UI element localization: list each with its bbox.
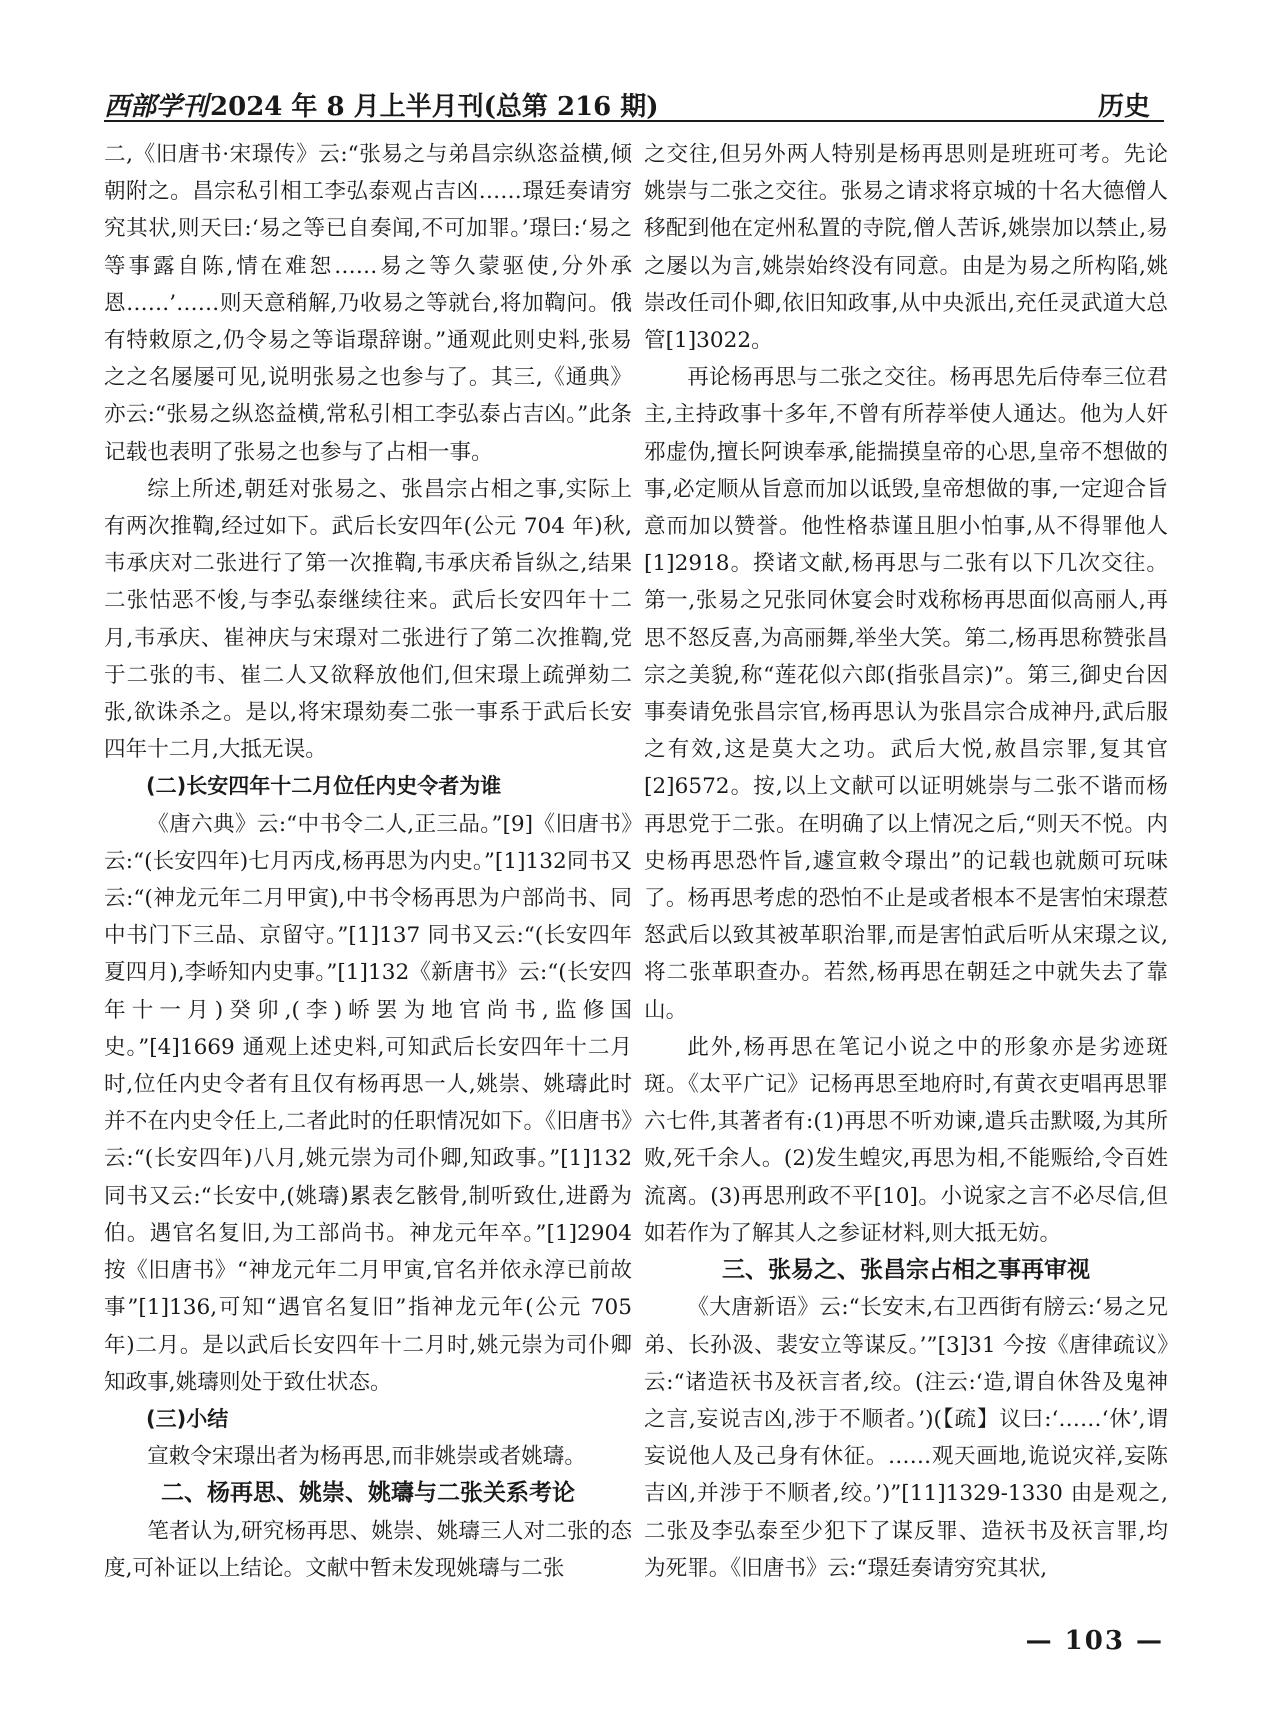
- issue-text: 2024 年 8 月上半月刊(总第 216 期): [210, 92, 659, 122]
- paragraph: 此外,杨再思在笔记小说之中的形象亦是劣迹斑斑。《太平广记》记杨再思至地府时,有黄衣吏唱再思罪六七件,其著者有:(1)再思不听劝谏,遣兵击默啜,为其所败,死千余人。(2)发生蝗灾,再思为相,不能赈给,令百姓流离。(3)再思刑政不平[10]。小说家之言不必尽信,但如若作为了解其人之参证材料,则大抵无妨。: [644, 1034, 1168, 1246]
- journal-logo: 西部学刊: [104, 92, 209, 122]
- page-number: — 103 —: [1025, 1626, 1164, 1656]
- section-heading: 三、张易之、张昌宗占相之事再审视: [722, 1257, 1090, 1284]
- paragraph: 二,《旧唐书·宋璟传》云:“张易之与弟昌宗纵恣益横,倾朝附之。昌宗私引相工李弘泰观占吉凶……璟廷奏请穷究其状,则天曰:‘易之等已自奏闻,不可加罪。’璟曰:‘易之等事露自陈,情在难恕……易之等久蒙驱使,分外承恩……’……则天意稍解,乃收易之等就台,将加鞫问。俄有特敕原之,仍令易之等诣璟辞谢。”通观此则史料,张易之之名屡屡可见,说明张易之也参与了。其三,《通典》亦云:“张易之纵恣益横,常私引相工李弘泰占吉凶。”此条记载也表明了张易之也参与了占相一事。: [104, 142, 632, 465]
- paragraph: 宣敕令宋璟出者为杨再思,而非姚崇或者姚璹。: [147, 1444, 586, 1470]
- right-column: [644, 136, 1168, 1587]
- paragraph: 之交往,但另外两人特别是杨再思则是班班可考。先论姚崇与二张之交往。张易之请求将京城的十名大德僧人移配到他在定州私置的寺院,僧人苦诉,姚崇加以禁止,易之屡以为言,姚崇始终没有同意。由是为易之所构陷,姚崇改任司仆卿,依旧知政事,从中央派出,充任灵武道大总管[1]3022。: [644, 142, 1168, 354]
- section-label: 历史: [1097, 92, 1150, 122]
- header-rule: [104, 120, 1164, 122]
- paragraph: 《唐六典》云:“中书令二人,正三品。”[9]《旧唐书》云:“(长安四年)七月丙戌,杨再思为内史。”[1]132同书又云:“(神龙元年二月甲寅),中书令杨再思为户部尚书、同中书门下三品、京留守。”[1]137 同书又云:“(长安四年夏四月),李峤知内史事。”[1]132《新唐书》云:“(长安四年十一月)癸卯,(李)峤罢为地官尚书,监修国史。”[4]1669 通观上述史料,可知武后长安四年十二月时,位任内史令者有且仅有杨再思一人,姚崇、姚璹此时并不在内史令任上,二者此时的任职情况如下。《旧唐书》云:“(长安四年)八月,姚元崇为司仆卿,知政事。”[1]132 同书又云:“长安中,(姚璹)累表乞骸骨,制听致仕,进爵为伯。遇官名复旧,为工部尚书。神龙元年卒。”[1]2904 按《旧唐书》“神龙元年二月甲寅,官名并依永淳已前故事”[1]136,可知“遇官名复旧”指神龙元年(公元 705 年)二月。是以武后长安四年十二月时,姚元崇为司仆卿知政事,姚璹则处于致仕状态。: [104, 811, 632, 1395]
- section-heading: 二、杨再思、姚崇、姚璹与二张关系考论: [161, 1480, 575, 1507]
- running-header: [104, 84, 1164, 120]
- paragraph: 综上所述,朝廷对张易之、张昌宗占相之事,实际上有两次推鞫,经过如下。武后长安四年(公元 704 年)秋,韦承庆对二张进行了第一次推鞫,韦承庆希旨纵之,结果二张怙恶不悛,与李弘泰继续往来。武后长安四年十二月,韦承庆、崔神庆与宋璟对二张进行了第二次推鞫,党于二张的韦、崔二人又欲释放他们,但宋璟上疏弹劾二张,欲诛杀之。是以,将宋璟劾奏二张一事系于武后长安四年十二月,大抵无误。: [104, 476, 632, 763]
- paragraph: 笔者认为,研究杨再思、姚崇、姚璹三人对二张的态度,可补证以上结论。文献中暂未发现姚璹与二张: [104, 1518, 632, 1581]
- subsection-heading: (二)长安四年十二月位任内史令者为谁: [146, 774, 502, 799]
- subsection-heading: (三)小结: [146, 1406, 229, 1431]
- left-column: [104, 136, 632, 1587]
- paragraph: 再论杨再思与二张之交往。杨再思先后侍奉三位君主,主持政事十多年,不曾有所荐举使人通达。他为人奸邪虚伪,擅长阿谀奉承,能揣摸皇帝的心思,皇帝不想做的事,必定顺从旨意而加以诋毁,皇帝想做的事,一定迎合旨意而加以赞誉。他性格恭谨且胆小怕事,从不得罪他人[1]2918。揆诸文献,杨再思与二张有以下几次交往。第一,张易之兄张同休宴会时戏称杨再思面似高丽人,再思不怒反喜,为高丽舞,举坐大笑。第二,杨再思称赞张昌宗之美貌,称“莲花似六郎(指张昌宗)”。第三,御史台因事奏请免张昌宗官,杨再思认为张昌宗合成神丹,武后服之有效,这是莫大之功。武后大悦,赦昌宗罪,复其官[2]6572。按,以上文献可以证明姚崇与二张不谐而杨再思党于二张。在明确了以上情况之后,“则天不悦。内史杨再思恐忤旨,遽宣敕令璟出”的记载也就颇可玩味了。杨再思考虑的恐怕不止是或者根本不是害怕宋璟惹怒武后以致其被革职治罪,而是害怕武后听从宋璟之议,将二张革职查办。若然,杨再思在朝廷之中就失去了靠山。: [644, 365, 1168, 1023]
- journal-issue: [104, 86, 659, 123]
- paragraph: 《大唐新语》云:“长安末,右卫西街有牓云:‘易之兄弟、长孙汲、裴安立等谋反。’”[3]31 今按《唐律疏议》云:“诸造祆书及祆言者,绞。(注云:‘造,谓自休咎及鬼神之言,妄说吉凶,涉于不顺者。’)(【疏】议曰:‘……‘休’,谓妄说他人及己身有休征。……观天画地,诡说灾祥,妄陈吉凶,并涉于不顺者,绞。’)”[11]1329-1330 由是观之,二张及李弘泰至少犯下了谋反罪、造祆书及祆言罪,均为死罪。《旧唐书》云:“璟廷奏请穷究其状,: [644, 1295, 1168, 1581]
